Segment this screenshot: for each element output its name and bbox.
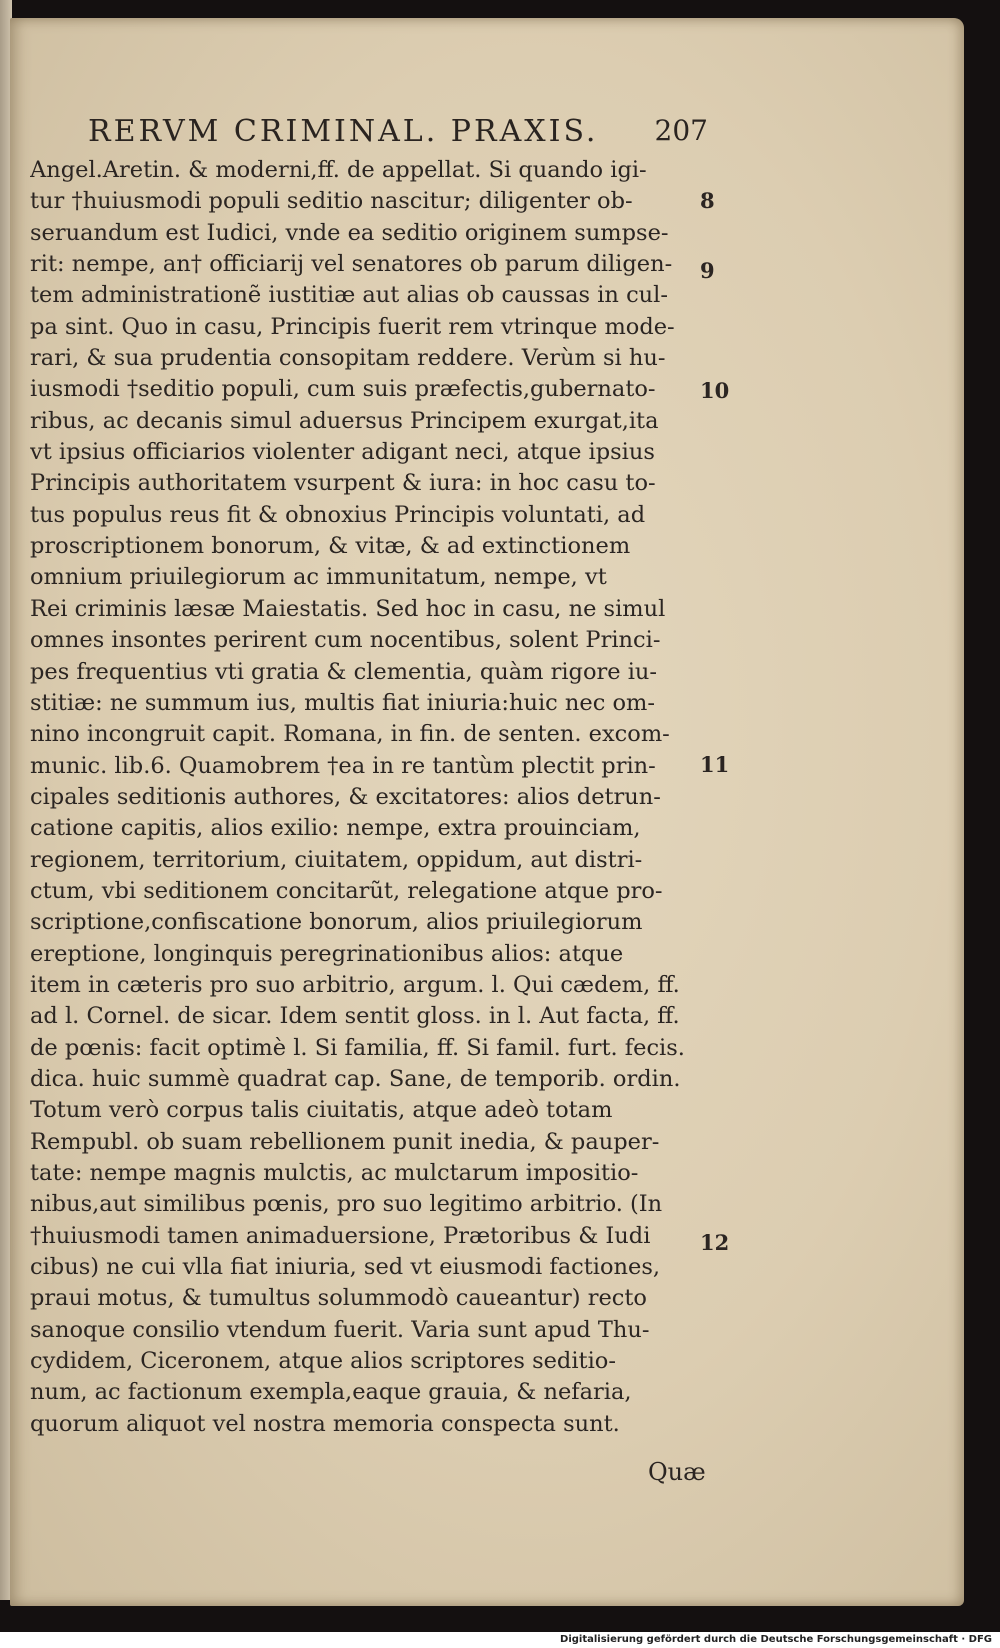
text-line: regionem, territorium, ciuitatem, oppidum, aut distri-: [30, 846, 643, 873]
text-line: item in cæteris pro suo arbitrio, argum. l. Qui cædem, ff.: [30, 971, 680, 998]
page-header: [88, 114, 708, 150]
text-line: †huiusmodi tamen animaduersione, Prætoribus & Iudi: [30, 1222, 651, 1249]
text-line: ctum, vbi seditionem concitarũt, relegatione atque pro-: [30, 877, 663, 904]
text-line: sanoque consilio vtendum fuerit. Varia sunt apud Thu-: [30, 1316, 650, 1343]
text-line: cibus) ne cui vlla fiat iniuria, sed vt eiusmodi factiones,: [30, 1254, 661, 1281]
text-line: Angel.Aretin. & moderni,ff. de appellat. Si quando igi-: [30, 157, 647, 183]
text-line: rit: nempe, an† officiarij vel senatores ob parum diligen-: [30, 251, 673, 278]
text-line: ereptione, longinquis peregrinationibus alios: atque: [30, 940, 624, 967]
text-line: cydidem, Ciceronem, atque alios scriptores seditio-: [30, 1348, 616, 1375]
text-line: Principis authoritatem vsurpent & iura: in hoc casu to-: [30, 470, 656, 497]
text-line: ad l. Cornel. de sicar. Idem sentit gloss. in l. Aut facta, ff.: [30, 1003, 680, 1030]
margin-numbers: [700, 18, 740, 1618]
text-line: Rempubl. ob suam rebellionem punit inedia, & pauper-: [30, 1128, 660, 1155]
text-line: iusmodi †seditio populi, cum suis præfectis,gubernato-: [30, 376, 656, 403]
text-line: vt ipsius officiarios violenter adigant neci, atque ipsius: [30, 439, 655, 466]
body-text: [30, 155, 710, 1440]
text-line: Totum verò corpus talis ciuitatis, atque adeò totam: [30, 1097, 613, 1124]
text-line: tur †huiusmodi populi seditio nascitur; diligenter ob-: [30, 188, 633, 215]
digitization-credit: Digitalisierung gefördert durch die Deutsche Forschungsgemeinschaft · DFG: [560, 1634, 992, 1645]
text-line: proscriptionem bonorum, & vitæ, & ad extinctionem: [30, 533, 631, 560]
text-line: omnium priuilegiorum ac immunitatum, nempe, vt: [30, 564, 607, 591]
margin-number: 8: [700, 188, 715, 213]
margin-number: 10: [700, 378, 730, 403]
text-line: nino incongruit capit. Romana, in fin. de senten. excom-: [30, 721, 670, 748]
text-line: munic. lib.6. Quamobrem †ea in re tantùm plectit prin-: [30, 752, 656, 779]
text-line: scriptione,confiscatione bonorum, alios priuilegiorum: [30, 909, 643, 936]
text-line: seruandum est Iudici, vnde ea seditio originem sumpse-: [30, 219, 669, 246]
book-page: [10, 18, 964, 1606]
text-line: pes frequentius vti gratia & clementia, quàm rigore iu-: [30, 658, 658, 685]
text-line: quorum aliquot vel nostra memoria conspecta sunt.: [30, 1410, 620, 1437]
text-line: cipales seditionis authores, & excitatores: alios detrun-: [30, 783, 661, 810]
margin-number: 11: [700, 752, 730, 777]
running-head: RERVM CRIMINAL. PRAXIS.: [88, 114, 599, 149]
text-line: pa sint. Quo in casu, Principis fuerit rem vtrinque mode-: [30, 313, 675, 340]
text-line: num, ac factionum exempla,eaque grauia, & nefaria,: [30, 1379, 632, 1406]
text-line: omnes insontes perirent cum nocentibus, solent Princi-: [30, 627, 661, 654]
margin-number: 9: [700, 258, 715, 283]
text-line: tate: nempe magnis mulctis, ac mulctarum impositio-: [30, 1160, 639, 1186]
text-line: tus populus reus fit & obnoxius Principis voluntati, ad: [30, 501, 646, 528]
text-line: catione capitis, alios exilio: nempe, extra prouinciam,: [30, 815, 641, 842]
text-line: ribus, ac decanis simul aduersus Principem exurgat,ita: [30, 407, 659, 434]
text-line: rari, & sua prudentia consopitam reddere. Verùm si hu-: [30, 345, 666, 372]
text-line: de pœnis: facit optimè l. Si familia, ff. Si famil. furt. fecis.: [30, 1034, 685, 1061]
footer-bar: [0, 1632, 1000, 1648]
margin-number: 12: [700, 1230, 730, 1255]
catchword: Quæ: [648, 1458, 706, 1486]
page-number: 207: [654, 114, 708, 147]
text-line: dica. huic summè quadrat cap. Sane, de temporib. ordin.: [30, 1065, 681, 1092]
text-line: Rei criminis læsæ Maiestatis. Sed hoc in casu, ne simul: [30, 595, 666, 622]
text-line: stitiæ: ne summum ius, multis fiat iniuria:huic nec om-: [30, 689, 655, 716]
text-line: nibus,aut similibus pœnis, pro suo legitimo arbitrio. (In: [30, 1191, 663, 1218]
text-line: tem administrationẽ iustitiæ aut alias ob caussas in cul-: [30, 282, 668, 309]
text-line: praui motus, & tumultus solummodò caueantur) recto: [30, 1285, 647, 1312]
